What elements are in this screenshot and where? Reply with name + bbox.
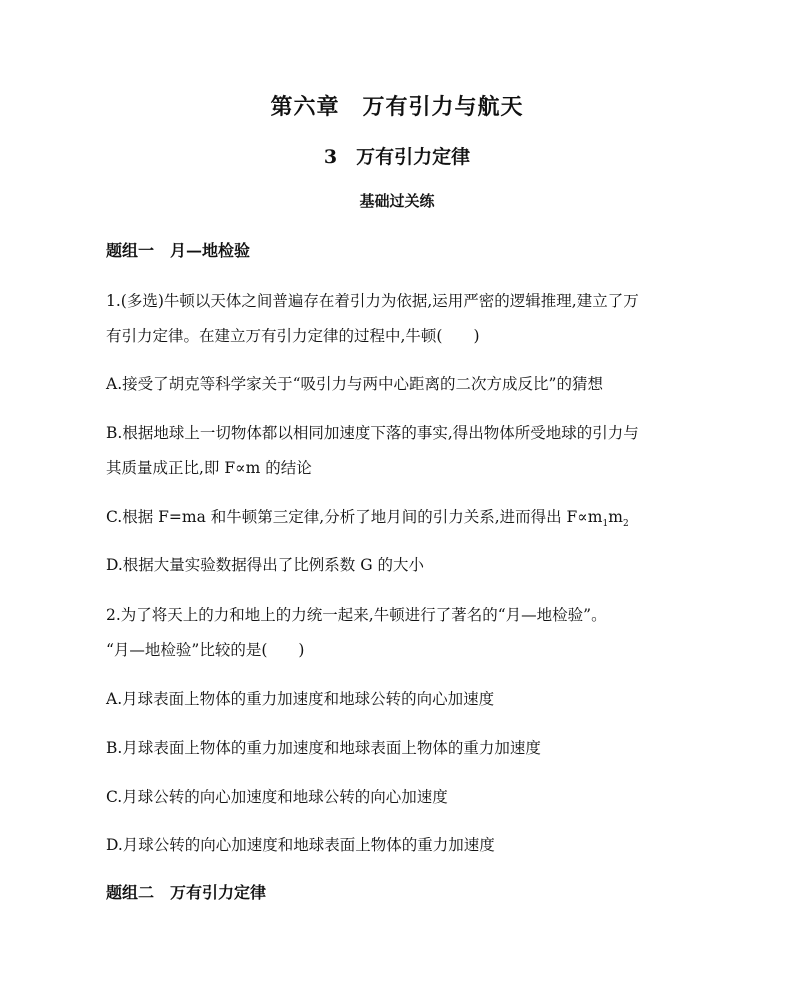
sub-title: 基础过关练 [359, 192, 435, 210]
q1-option-d: D.根据大量实验数据得出了比例系数 G 的大小 [106, 556, 425, 574]
q1-option-c [106, 505, 629, 529]
q1-stem-line1: 1.(多选)牛顿以天体之间普遍存在着引力为依据,运用严密的逻辑推理,建立了万 [106, 292, 639, 310]
q1-option-c-m: m [608, 508, 623, 526]
q1-option-b-line1: B.根据地球上一切物体都以相同加速度下落的事实,得出物体所受地球的引力与 [106, 424, 639, 442]
q2-option-a: A.月球表面上物体的重力加速度和地球公转的向心加速度 [106, 690, 495, 708]
section-title: 3 万有引力定律 [323, 146, 471, 168]
q2-option-b: B.月球表面上物体的重力加速度和地球表面上物体的重力加速度 [106, 739, 541, 757]
group-title-1: 题组一 月—地检验 [106, 241, 251, 260]
q1-stem-line2: 有引力定律。在建立万有引力定律的过程中,牛顿( ) [106, 327, 480, 345]
q2-option-d: D.月球公转的向心加速度和地球表面上物体的重力加速度 [106, 836, 495, 854]
q2-stem-line2: “月—地检验”比较的是( ) [106, 641, 305, 659]
q1-option-c-sub1: 1 [602, 519, 609, 530]
q1-option-b-line2: 其质量成正比,即 F∝m 的结论 [106, 459, 312, 477]
q2-stem-line1: 2.为了将天上的力和地上的力统一起来,牛顿进行了著名的“月—地检验”。 [106, 606, 607, 624]
chapter-title: 第六章 万有引力与航天 [270, 94, 524, 120]
q1-option-c-sub2: 2 [622, 519, 629, 530]
q2-option-c: C.月球公转的向心加速度和地球公转的向心加速度 [106, 788, 448, 806]
q1-option-c-text: C.根据 F=ma 和牛顿第三定律,分析了地月间的引力关系,进而得出 F∝m [106, 508, 603, 526]
q1-option-a: A.接受了胡克等科学家关于“吸引力与两中心距离的二次方成反比”的猜想 [106, 375, 603, 393]
group-title-2: 题组二 万有引力定律 [106, 883, 267, 902]
